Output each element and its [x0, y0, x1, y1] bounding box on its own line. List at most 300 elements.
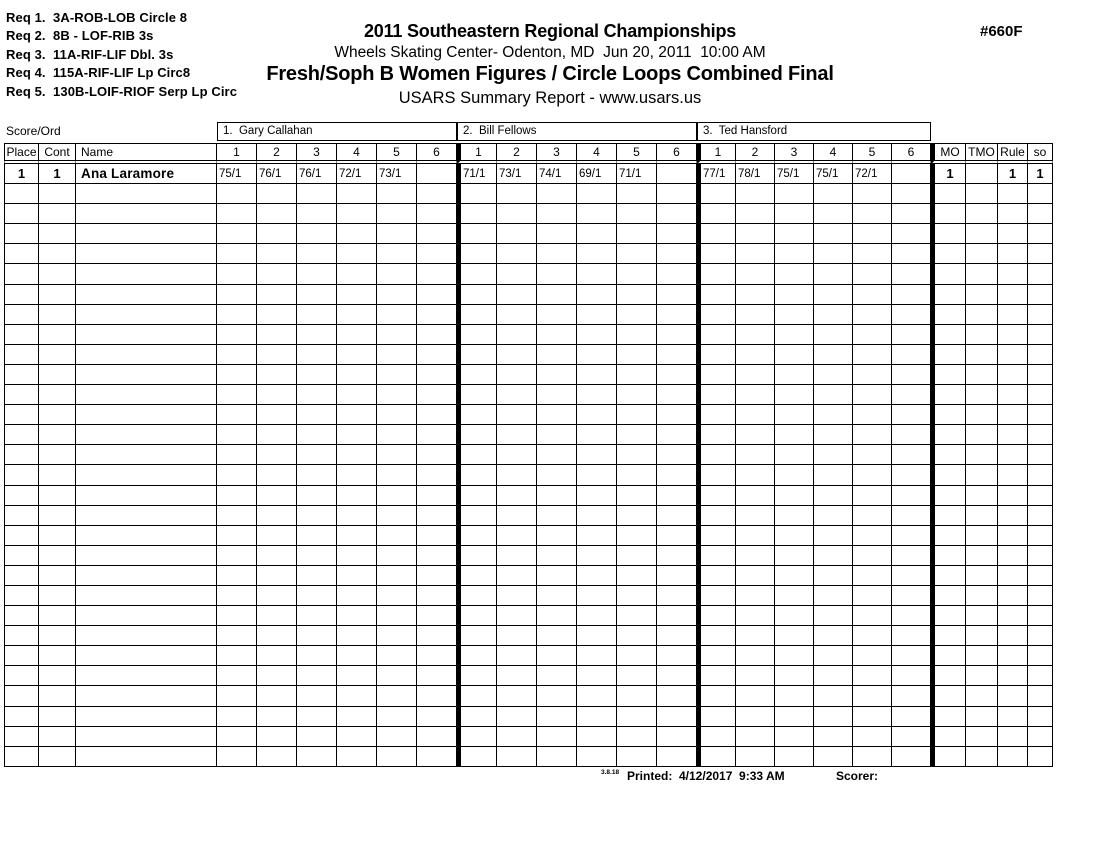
- empty-cell: [1028, 546, 1053, 566]
- empty-cell: [736, 385, 775, 405]
- empty-cell: [931, 285, 966, 305]
- empty-cell: [377, 345, 417, 365]
- empty-cell: [377, 707, 417, 727]
- empty-cell: [497, 626, 537, 646]
- empty-cell: [775, 646, 814, 666]
- empty-cell: [257, 747, 297, 767]
- empty-cell: [537, 184, 577, 204]
- empty-cell: [537, 646, 577, 666]
- empty-cell: [377, 285, 417, 305]
- empty-cell: [257, 445, 297, 465]
- empty-cell: [775, 666, 814, 686]
- empty-cell: [736, 626, 775, 646]
- empty-cell: [998, 365, 1028, 385]
- empty-cell: [814, 345, 853, 365]
- empty-cell: [736, 405, 775, 425]
- empty-cell: [1028, 646, 1053, 666]
- empty-cell: [966, 325, 998, 345]
- empty-cell: [736, 445, 775, 465]
- column-header-2: 2: [736, 143, 775, 164]
- empty-cell: [931, 465, 966, 485]
- empty-cell: [617, 526, 657, 546]
- empty-cell: [1028, 405, 1053, 425]
- empty-cell: [577, 707, 617, 727]
- empty-cell: [337, 586, 377, 606]
- empty-cell: [4, 405, 39, 425]
- empty-cell: [377, 204, 417, 224]
- empty-cell: [1028, 686, 1053, 706]
- empty-cell: [775, 727, 814, 747]
- empty-cell: [76, 606, 217, 626]
- empty-cell: [417, 566, 457, 586]
- empty-cell: [4, 606, 39, 626]
- empty-cell: [617, 566, 657, 586]
- empty-cell: [617, 285, 657, 305]
- empty-cell: [76, 566, 217, 586]
- empty-cell: [417, 305, 457, 325]
- judge-name-box: 3. Ted Hansford: [697, 122, 931, 141]
- empty-cell: [775, 486, 814, 506]
- scorer-label: Scorer:: [836, 769, 879, 783]
- empty-cell: [853, 747, 892, 767]
- empty-cell: [337, 445, 377, 465]
- empty-cell: [1028, 626, 1053, 646]
- empty-cell: [657, 626, 697, 646]
- column-header-3: 3: [537, 143, 577, 164]
- empty-cell: [736, 546, 775, 566]
- empty-cell: [537, 264, 577, 284]
- empty-cell: [775, 566, 814, 586]
- empty-cell: [775, 747, 814, 767]
- empty-cell: [497, 526, 537, 546]
- empty-cell: [853, 184, 892, 204]
- empty-cell: [4, 285, 39, 305]
- empty-cell: [497, 646, 537, 666]
- empty-cell: [457, 646, 497, 666]
- empty-cell: [39, 184, 76, 204]
- empty-cell: [931, 345, 966, 365]
- empty-cell: [377, 566, 417, 586]
- empty-cell: [617, 345, 657, 365]
- empty-cell: [998, 405, 1028, 425]
- event-title: Fresh/Soph B Women Figures / Circle Loops Combined Final: [266, 63, 834, 85]
- empty-cell: [417, 727, 457, 747]
- judge-score-cell: [657, 164, 697, 184]
- empty-cell: [39, 626, 76, 646]
- empty-cell: [657, 606, 697, 626]
- empty-cell: [657, 285, 697, 305]
- empty-cell: [457, 345, 497, 365]
- empty-cell: [297, 345, 337, 365]
- empty-cell: [457, 727, 497, 747]
- empty-cell: [217, 365, 257, 385]
- empty-cell: [814, 686, 853, 706]
- empty-cell: [39, 747, 76, 767]
- empty-cell: [4, 486, 39, 506]
- empty-cell: [814, 204, 853, 224]
- empty-cell: [1028, 385, 1053, 405]
- empty-cell: [497, 204, 537, 224]
- empty-cell: [297, 224, 337, 244]
- empty-cell: [537, 566, 577, 586]
- empty-cell: [497, 586, 537, 606]
- empty-cell: [853, 566, 892, 586]
- empty-cell: [577, 244, 617, 264]
- empty-cell: [1028, 425, 1053, 445]
- empty-cell: [257, 264, 297, 284]
- empty-cell: [966, 264, 998, 284]
- empty-cell: [297, 526, 337, 546]
- empty-cell: [4, 365, 39, 385]
- empty-cell: [497, 325, 537, 345]
- empty-cell: [76, 666, 217, 686]
- empty-cell: [617, 727, 657, 747]
- requirement-item: Req 1. 3A-ROB-LOB Circle 8: [6, 10, 188, 25]
- empty-cell: [966, 204, 998, 224]
- empty-cell: [853, 405, 892, 425]
- empty-cell: [814, 506, 853, 526]
- empty-cell: [814, 365, 853, 385]
- empty-cell: [998, 425, 1028, 445]
- empty-cell: [892, 465, 931, 485]
- empty-cell: [76, 365, 217, 385]
- empty-cell: [4, 204, 39, 224]
- judge-score-cell: 78/1: [736, 164, 775, 184]
- empty-cell: [657, 727, 697, 747]
- empty-cell: [76, 325, 217, 345]
- empty-cell: [297, 385, 337, 405]
- empty-cell: [257, 325, 297, 345]
- empty-cell: [577, 264, 617, 284]
- empty-cell: [377, 305, 417, 325]
- empty-cell: [76, 506, 217, 526]
- empty-cell: [814, 325, 853, 345]
- judge-name-box: 1. Gary Callahan: [217, 122, 457, 141]
- empty-cell: [417, 204, 457, 224]
- empty-cell: [457, 305, 497, 325]
- empty-cell: [931, 526, 966, 546]
- empty-cell: [297, 184, 337, 204]
- empty-cell: [337, 285, 377, 305]
- empty-cell: [377, 325, 417, 345]
- empty-cell: [537, 686, 577, 706]
- empty-cell: [998, 486, 1028, 506]
- empty-cell: [537, 325, 577, 345]
- empty-cell: [697, 546, 736, 566]
- empty-cell: [217, 405, 257, 425]
- results-table: [4, 122, 1053, 767]
- empty-cell: [697, 626, 736, 646]
- empty-cell: [966, 646, 998, 666]
- empty-cell: [966, 465, 998, 485]
- empty-cell: [76, 465, 217, 485]
- empty-cell: [377, 526, 417, 546]
- empty-cell: [1028, 305, 1053, 325]
- empty-cell: [814, 486, 853, 506]
- empty-cell: [697, 646, 736, 666]
- empty-cell: [377, 264, 417, 284]
- championship-title: 2011 Southeastern Regional Championships: [363, 21, 737, 41]
- empty-cell: [257, 626, 297, 646]
- empty-cell: [931, 445, 966, 465]
- empty-cell: [697, 285, 736, 305]
- empty-cell: [697, 184, 736, 204]
- empty-cell: [76, 747, 217, 767]
- empty-cell: [736, 184, 775, 204]
- empty-cell: [417, 486, 457, 506]
- empty-cell: [892, 707, 931, 727]
- empty-cell: [297, 646, 337, 666]
- empty-cell: [931, 365, 966, 385]
- empty-cell: [217, 606, 257, 626]
- empty-cell: [1028, 465, 1053, 485]
- empty-cell: [377, 425, 417, 445]
- empty-cell: [853, 465, 892, 485]
- empty-cell: [775, 365, 814, 385]
- empty-cell: [39, 385, 76, 405]
- empty-cell: [892, 405, 931, 425]
- empty-cell: [217, 526, 257, 546]
- empty-cell: [76, 285, 217, 305]
- empty-cell: [617, 606, 657, 626]
- empty-cell: [617, 445, 657, 465]
- empty-cell: [257, 646, 297, 666]
- empty-cell: [497, 707, 537, 727]
- empty-cell: [931, 566, 966, 586]
- column-header-3: 3: [297, 143, 337, 164]
- empty-cell: [417, 285, 457, 305]
- empty-cell: [76, 526, 217, 546]
- empty-cell: [577, 566, 617, 586]
- empty-cell: [657, 445, 697, 465]
- empty-cell: [417, 506, 457, 526]
- judge-score-cell: 75/1: [217, 164, 257, 184]
- empty-cell: [931, 405, 966, 425]
- empty-cell: [966, 526, 998, 546]
- empty-cell: [337, 506, 377, 526]
- result-cell: [966, 164, 998, 184]
- empty-cell: [657, 747, 697, 767]
- empty-cell: [497, 285, 537, 305]
- empty-cell: [931, 506, 966, 526]
- empty-cell: [697, 506, 736, 526]
- empty-cell: [966, 586, 998, 606]
- empty-cell: [853, 686, 892, 706]
- empty-cell: [577, 445, 617, 465]
- requirement-item: Req 5. 130B-LOIF-RIOF Serp Lp Circ: [6, 83, 238, 99]
- column-header-4: 4: [337, 143, 377, 164]
- empty-cell: [577, 486, 617, 506]
- column-header-1: 1: [217, 143, 257, 164]
- empty-cell: [457, 686, 497, 706]
- empty-cell: [537, 345, 577, 365]
- empty-cell: [577, 385, 617, 405]
- empty-cell: [966, 486, 998, 506]
- empty-cell: [257, 666, 297, 686]
- empty-cell: [217, 224, 257, 244]
- empty-cell: [297, 506, 337, 526]
- empty-cell: [457, 405, 497, 425]
- empty-cell: [966, 546, 998, 566]
- empty-cell: [537, 305, 577, 325]
- empty-cell: [457, 184, 497, 204]
- empty-cell: [577, 626, 617, 646]
- judge-header-row: [4, 122, 1053, 143]
- empty-cell: [497, 184, 537, 204]
- empty-cell: [966, 365, 998, 385]
- empty-cell: [497, 425, 537, 445]
- empty-cell: [617, 204, 657, 224]
- empty-cell: [736, 486, 775, 506]
- empty-cell: [497, 566, 537, 586]
- empty-cell: [297, 747, 337, 767]
- empty-cell: [497, 747, 537, 767]
- empty-cell: [217, 184, 257, 204]
- empty-cell: [617, 546, 657, 566]
- empty-cell: [657, 486, 697, 506]
- empty-cell: [537, 204, 577, 224]
- empty-cell: [377, 506, 417, 526]
- empty-cell: [814, 285, 853, 305]
- empty-cell: [217, 204, 257, 224]
- column-header-5: 5: [617, 143, 657, 164]
- empty-cell: [775, 445, 814, 465]
- empty-cell: [297, 264, 337, 284]
- empty-cell: [537, 666, 577, 686]
- empty-cell: [814, 626, 853, 646]
- judge-score-cell: [892, 164, 931, 184]
- empty-cell: [337, 626, 377, 646]
- empty-cell: [577, 606, 617, 626]
- empty-cell: [657, 666, 697, 686]
- empty-cell: [257, 707, 297, 727]
- score-ord-label: Score/Ord: [6, 124, 61, 138]
- empty-cell: [417, 385, 457, 405]
- empty-cell: [39, 727, 76, 747]
- empty-cell: [853, 365, 892, 385]
- empty-cell: [931, 264, 966, 284]
- empty-cell: [537, 707, 577, 727]
- empty-cell: [998, 626, 1028, 646]
- empty-cell: [657, 686, 697, 706]
- empty-cell: [4, 526, 39, 546]
- empty-cell: [457, 606, 497, 626]
- empty-cell: [697, 325, 736, 345]
- empty-cell: [931, 425, 966, 445]
- empty-cell: [217, 244, 257, 264]
- empty-cell: [998, 546, 1028, 566]
- empty-cell: [377, 727, 417, 747]
- empty-cell: [537, 546, 577, 566]
- empty-cell: [4, 686, 39, 706]
- empty-cell: [775, 224, 814, 244]
- result-cell: 1: [39, 164, 76, 184]
- empty-cell: [657, 204, 697, 224]
- empty-cell: [217, 626, 257, 646]
- empty-cell: [377, 626, 417, 646]
- empty-cell: [497, 727, 537, 747]
- empty-cell: [76, 586, 217, 606]
- empty-cell: [297, 666, 337, 686]
- empty-cell: [497, 465, 537, 485]
- empty-cell: [577, 365, 617, 385]
- empty-cell: [417, 686, 457, 706]
- empty-cell: [892, 686, 931, 706]
- empty-cell: [892, 445, 931, 465]
- empty-cell: [931, 686, 966, 706]
- judge-score-cell: 75/1: [775, 164, 814, 184]
- empty-cell: [257, 727, 297, 747]
- empty-cell: [966, 305, 998, 325]
- empty-cell: [337, 646, 377, 666]
- empty-cell: [377, 465, 417, 485]
- empty-cell: [892, 566, 931, 586]
- empty-cell: [76, 244, 217, 264]
- empty-cell: [297, 204, 337, 224]
- empty-cell: [931, 606, 966, 626]
- empty-cell: [697, 727, 736, 747]
- empty-cell: [537, 526, 577, 546]
- empty-cell: [257, 365, 297, 385]
- empty-cell: [297, 586, 337, 606]
- empty-cell: [457, 626, 497, 646]
- empty-cell: [577, 405, 617, 425]
- empty-cell: [931, 747, 966, 767]
- empty-cell: [417, 405, 457, 425]
- empty-cell: [617, 325, 657, 345]
- empty-cell: [457, 385, 497, 405]
- empty-cell: [617, 626, 657, 646]
- empty-cell: [337, 666, 377, 686]
- column-header-mo: MO: [931, 143, 966, 164]
- judge-name-box: 2. Bill Fellows: [457, 122, 697, 141]
- empty-cell: [697, 264, 736, 284]
- empty-cell: [76, 184, 217, 204]
- empty-cell: [657, 526, 697, 546]
- empty-cell: [853, 646, 892, 666]
- empty-cell: [4, 506, 39, 526]
- empty-cell: [39, 666, 76, 686]
- empty-cell: [697, 305, 736, 325]
- empty-cell: [617, 244, 657, 264]
- empty-cell: [76, 626, 217, 646]
- empty-cell: [736, 264, 775, 284]
- empty-cell: [966, 285, 998, 305]
- empty-cell: [257, 586, 297, 606]
- empty-cell: [736, 586, 775, 606]
- empty-cell: [217, 425, 257, 445]
- empty-cell: [931, 486, 966, 506]
- column-header-5: 5: [853, 143, 892, 164]
- empty-cell: [76, 204, 217, 224]
- empty-cell: [457, 506, 497, 526]
- empty-cell: [657, 646, 697, 666]
- empty-cell: [966, 747, 998, 767]
- empty-cell: [998, 606, 1028, 626]
- empty-cell: [577, 546, 617, 566]
- column-header-tmo: TMO: [966, 143, 998, 164]
- empty-cell: [297, 465, 337, 485]
- empty-cell: [257, 425, 297, 445]
- empty-cell: [537, 727, 577, 747]
- empty-cell: [697, 606, 736, 626]
- empty-cell: [537, 465, 577, 485]
- empty-cell: [966, 385, 998, 405]
- empty-cell: [297, 626, 337, 646]
- empty-cell: [4, 264, 39, 284]
- empty-cell: [892, 264, 931, 284]
- empty-cell: [4, 546, 39, 566]
